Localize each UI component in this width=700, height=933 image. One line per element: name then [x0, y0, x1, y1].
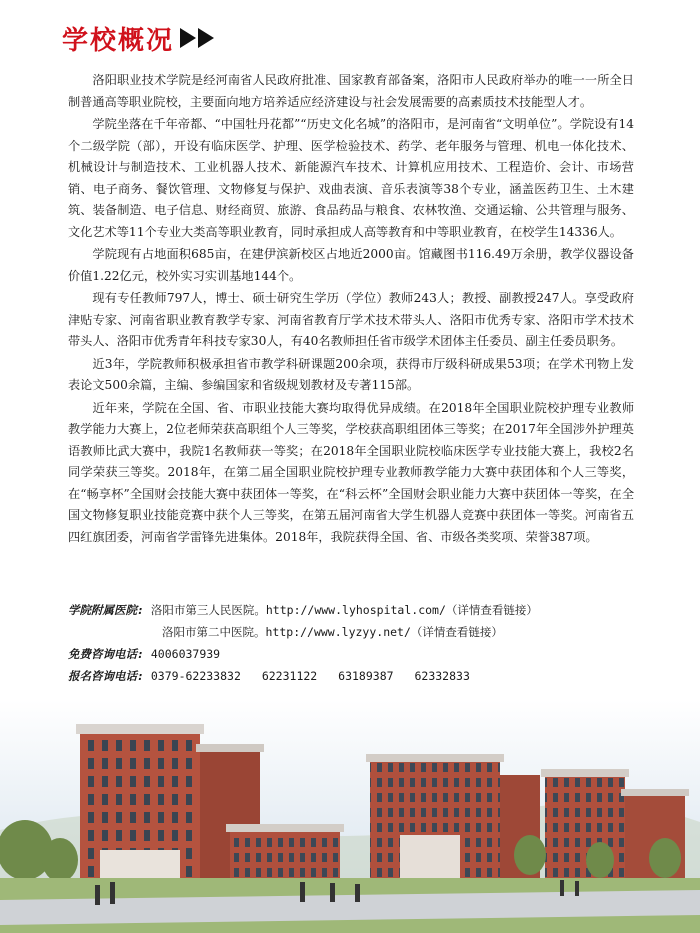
- paragraph: 近年来，学院在全国、省、市职业技能大赛均取得优异成绩。在2018年全国职业院校护理专业教师教学能力大赛上，2位老师荣获高职组个人三等奖，学校获高职组团体三等奖；在2017年全国涉外护理英语教师比武大赛中，我院1名教师获一等奖；在2018年全国职业院校临床医学专业技能大赛上，我校2名同学荣获三等奖。2018年，在第二届全国职业院校护理专业教师教学能力大赛中获团体和个人三等奖，在“畅享杯”全国财会技能大赛中获团体一等奖，在“科云杯”全国财会职业能力大赛中获团体一等奖，在全国文物修复职业技能竞赛中获个人三等奖，在第五届河南省大学生机器人竞赛中获团体一等奖。河南省五四红旗团委，河南省学雷锋先进集体。2018年，我院获得全国、省、市级各类奖项、荣誉387项。: [68, 400, 634, 544]
- paragraph: 学院坐落在千年帝都、“中国牡丹花都”“历史文化名城”的洛阳市，是河南省“文明单位”。学院设有14个二级学院（部），开设有临床医学、护理、医学检验技术、药学、老年服务与管理、机电一体化技术、机械设计与制造技术、工业机器人技术、新能源汽车技术、计算机应用技术、工程造价、会计、市场营销、电子商务、餐饮管理、文物修复与保护、戏曲表演、音乐表演等38个专业，涵盖医药卫生、土木建筑、装备制造、电子信息、财经商贸、旅游、食品药品与粮食、农林牧渔、交通运输、公共管理与服务、文化艺术等11个专业大类高等职业教育，同时承担成人高等教育和中等职业教育，在校学生14336人。: [68, 117, 634, 239]
- double-chevron-icon: [180, 28, 216, 48]
- page-header: [62, 18, 216, 58]
- enroll-phone: 0379-62233832: [150, 669, 241, 683]
- paragraph: 学院现有占地面积685亩，在建伊滨新校区占地近2000亩。馆藏图书116.49万余册，教学仪器设备价值1.22亿元，校外实习实训基地144个。: [68, 247, 634, 283]
- hospital-row: [68, 599, 668, 621]
- hospital-label: 学院附属医院:: [68, 603, 144, 617]
- contact-info: [68, 599, 668, 687]
- hospital-link[interactable]: 洛阳市第二中医院。http://www.lyzyy.net/（详情查看链接）: [162, 625, 503, 639]
- paragraph: 现有专任教师797人，博士、硕士研究生学历（学位）教师243人；教授、副教授247人。享受政府津贴专家、河南省职业教育教学专家、河南省教育厅学术技术带头人、洛阳市优秀专家、洛阳市学术技术带头人、洛阳市优秀青年科技专家30人，有40名教师担任省市级学术团体主任委员、副主任委员职务。: [68, 291, 634, 348]
- enroll-phone: 63189387: [338, 669, 394, 683]
- hotline-label: 免费咨询电话:: [68, 647, 144, 661]
- paragraph: 洛阳职业技术学院是经河南省人民政府批准、国家教育部备案，洛阳市人民政府举办的唯一一所全日制普通高等职业院校，主要面向地方培养适应经济建设与社会发展需要的高素质技术技能型人才。: [68, 73, 634, 109]
- enroll-phone: 62332833: [414, 669, 470, 683]
- hotline-number: 4006037939: [150, 647, 221, 661]
- paragraph: 近3年，学院教师积极承担省市教学科研课题200余项，获得市厅级科研成果53项；在学术刊物上发表论文500余篇，主编、参编国家和省级规划教材及专著115部。: [68, 356, 634, 392]
- enroll-phone: 62231122: [261, 669, 318, 683]
- hospital-link[interactable]: 洛阳市第三人民医院。http://www.lyhospital.com/（详情查看链接）: [150, 603, 538, 617]
- hotline-row: [68, 643, 668, 665]
- enroll-row: [68, 665, 668, 687]
- page-title: 学校概况: [62, 25, 175, 56]
- enroll-label: 报名咨询电话:: [68, 669, 144, 683]
- intro-text: [68, 70, 634, 549]
- hospital-row: [68, 621, 668, 643]
- campus-building-illustration: [0, 700, 700, 933]
